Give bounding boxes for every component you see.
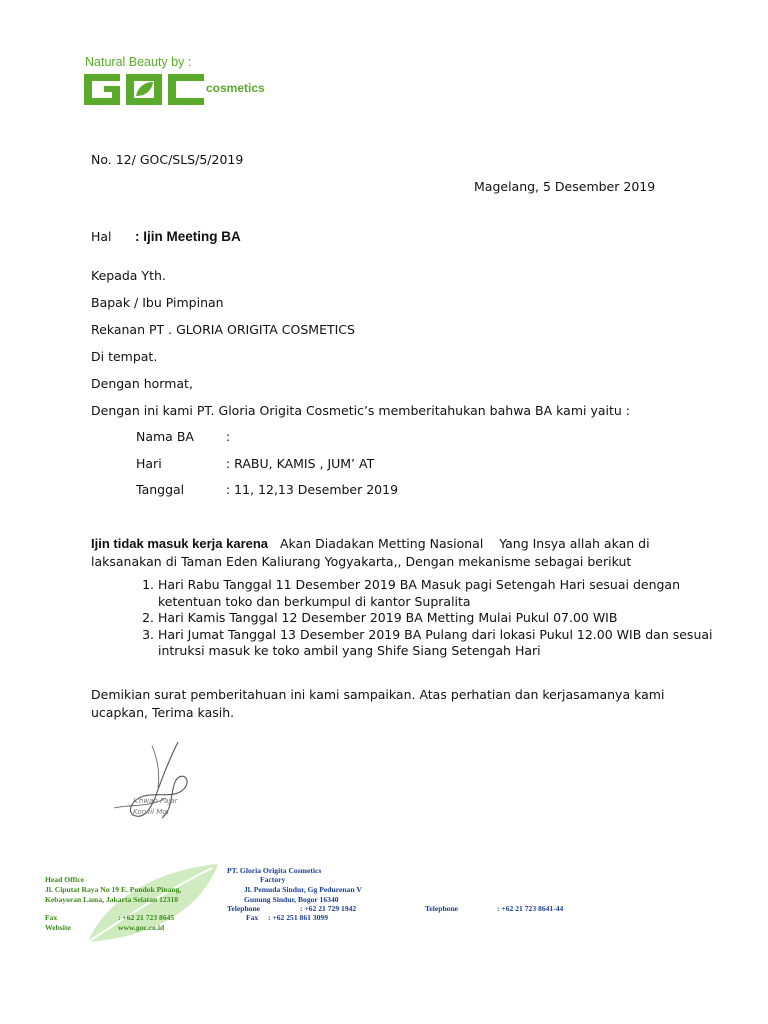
footer-company: PT. Gloria Origita Cosmetics — [227, 866, 322, 875]
note-lead: Ijin tidak masuk kerja karena — [91, 536, 269, 551]
recipient-line: Bapak / Ibu Pimpinan — [91, 295, 224, 310]
head-office-address: Kebayoran Lama, Jakarta Selatan 12310 — [45, 895, 179, 904]
factory-fax-label: Fax — [246, 913, 259, 922]
factory-telephone-label: Telephone — [227, 904, 261, 913]
closing-paragraph — [91, 686, 664, 722]
logo-letter-c — [168, 74, 204, 105]
factory-label: Factory — [260, 875, 286, 884]
detail-label: Tanggal — [136, 482, 185, 497]
closing-line: ucapkan, Terima kasih. — [91, 705, 235, 720]
note-line-2: laksanakan di Taman Eden Kaliurang Yogyakarta,, Dengan mekanisme sebagai berikut — [91, 553, 632, 569]
head-office-label: Head Office — [45, 875, 85, 884]
detail-label: Hari — [136, 456, 162, 471]
intro-paragraph: Dengan ini kami PT. Gloria Origita Cosmetic’s memberitahukan bahwa BA kami yaitu : — [91, 403, 630, 418]
factory-address: Jl. Pemuda Sindur, Gg Pedurenan V — [244, 885, 362, 894]
note-rest: Akan Diadakan Metting Nasional Yang Insya allah akan di — [268, 536, 650, 551]
recipient-line: Rekanan PT . GLORIA ORIGITA COSMETICS — [91, 322, 355, 337]
greeting: Dengan hormat, — [91, 376, 193, 391]
footer-leaf-decoration — [84, 862, 224, 946]
mechanism-list — [132, 577, 718, 660]
list-item: 1. Hari Rabu Tanggal 11 Desember 2019 BA Masuk pagi Setengah Hari sesuai dengan ketentuan toko dan berkumpul di kantor Supralita — [158, 577, 718, 610]
recipient-line: Kepada Yth. — [91, 268, 166, 283]
letter-number: No. 12/ GOC/SLS/5/2019 — [91, 152, 244, 167]
goc-logo — [82, 70, 208, 108]
signature-name: Ichwan Fajar — [133, 797, 178, 805]
head-office-address: Jl. Ciputat Raya No 19 E. Pondok Pinang, — [45, 885, 182, 894]
logo-leaf — [136, 82, 153, 96]
list-item: 2. Hari Kamis Tanggal 12 Desember 2019 BA Metting Mulai Pukul 07.00 WIB — [158, 610, 718, 627]
list-item: 3. Hari Jumat Tanggal 13 Desember 2019 BA Pulang dari lokasi Pukul 12.00 WIB dan sesuai intruksi masuk ke toko ambil yang Shife Siang Setengah Hari — [158, 627, 718, 660]
fax-label: Fax — [45, 913, 58, 922]
factory-fax-value: : +62 251 861 3099 — [268, 913, 329, 922]
subject-value: : Ijin Meeting BA — [135, 229, 241, 244]
closing-line: Demikian surat pemberitahuan ini kami sampaikan. Atas perhatian dan kerjasamanya kami — [91, 687, 665, 702]
detail-value: : RABU, KAMIS , JUM’ AT — [226, 456, 375, 471]
detail-value: : — [226, 429, 231, 444]
detail-value: : 11, 12,13 Desember 2019 — [226, 482, 399, 497]
telephone-value: : +62 21 723 8641-44 — [497, 904, 564, 913]
detail-label: Nama BA — [136, 429, 194, 444]
signature-role: Korwil Mgl — [133, 808, 169, 816]
fax-value: : +62 21 723 8645 — [118, 913, 175, 922]
logo-letter-g — [84, 74, 120, 105]
factory-address: Gunung Sindur, Bogor 16340 — [244, 895, 339, 904]
note-paragraph — [91, 535, 650, 570]
recipient-line: Di tempat. — [91, 349, 158, 364]
logo-cosmetics-text: cosmetics — [206, 81, 265, 95]
website-value: www.goc.co.id — [118, 923, 165, 932]
factory-telephone-value: : +62 21 729 1942 — [300, 904, 357, 913]
logo-tagline: Natural Beauty by : — [85, 55, 192, 69]
telephone-label: Telephone — [425, 904, 459, 913]
website-label: Website — [45, 923, 71, 932]
subject-label: Hal — [91, 229, 112, 244]
place-date: Magelang, 5 Desember 2019 — [474, 179, 656, 194]
